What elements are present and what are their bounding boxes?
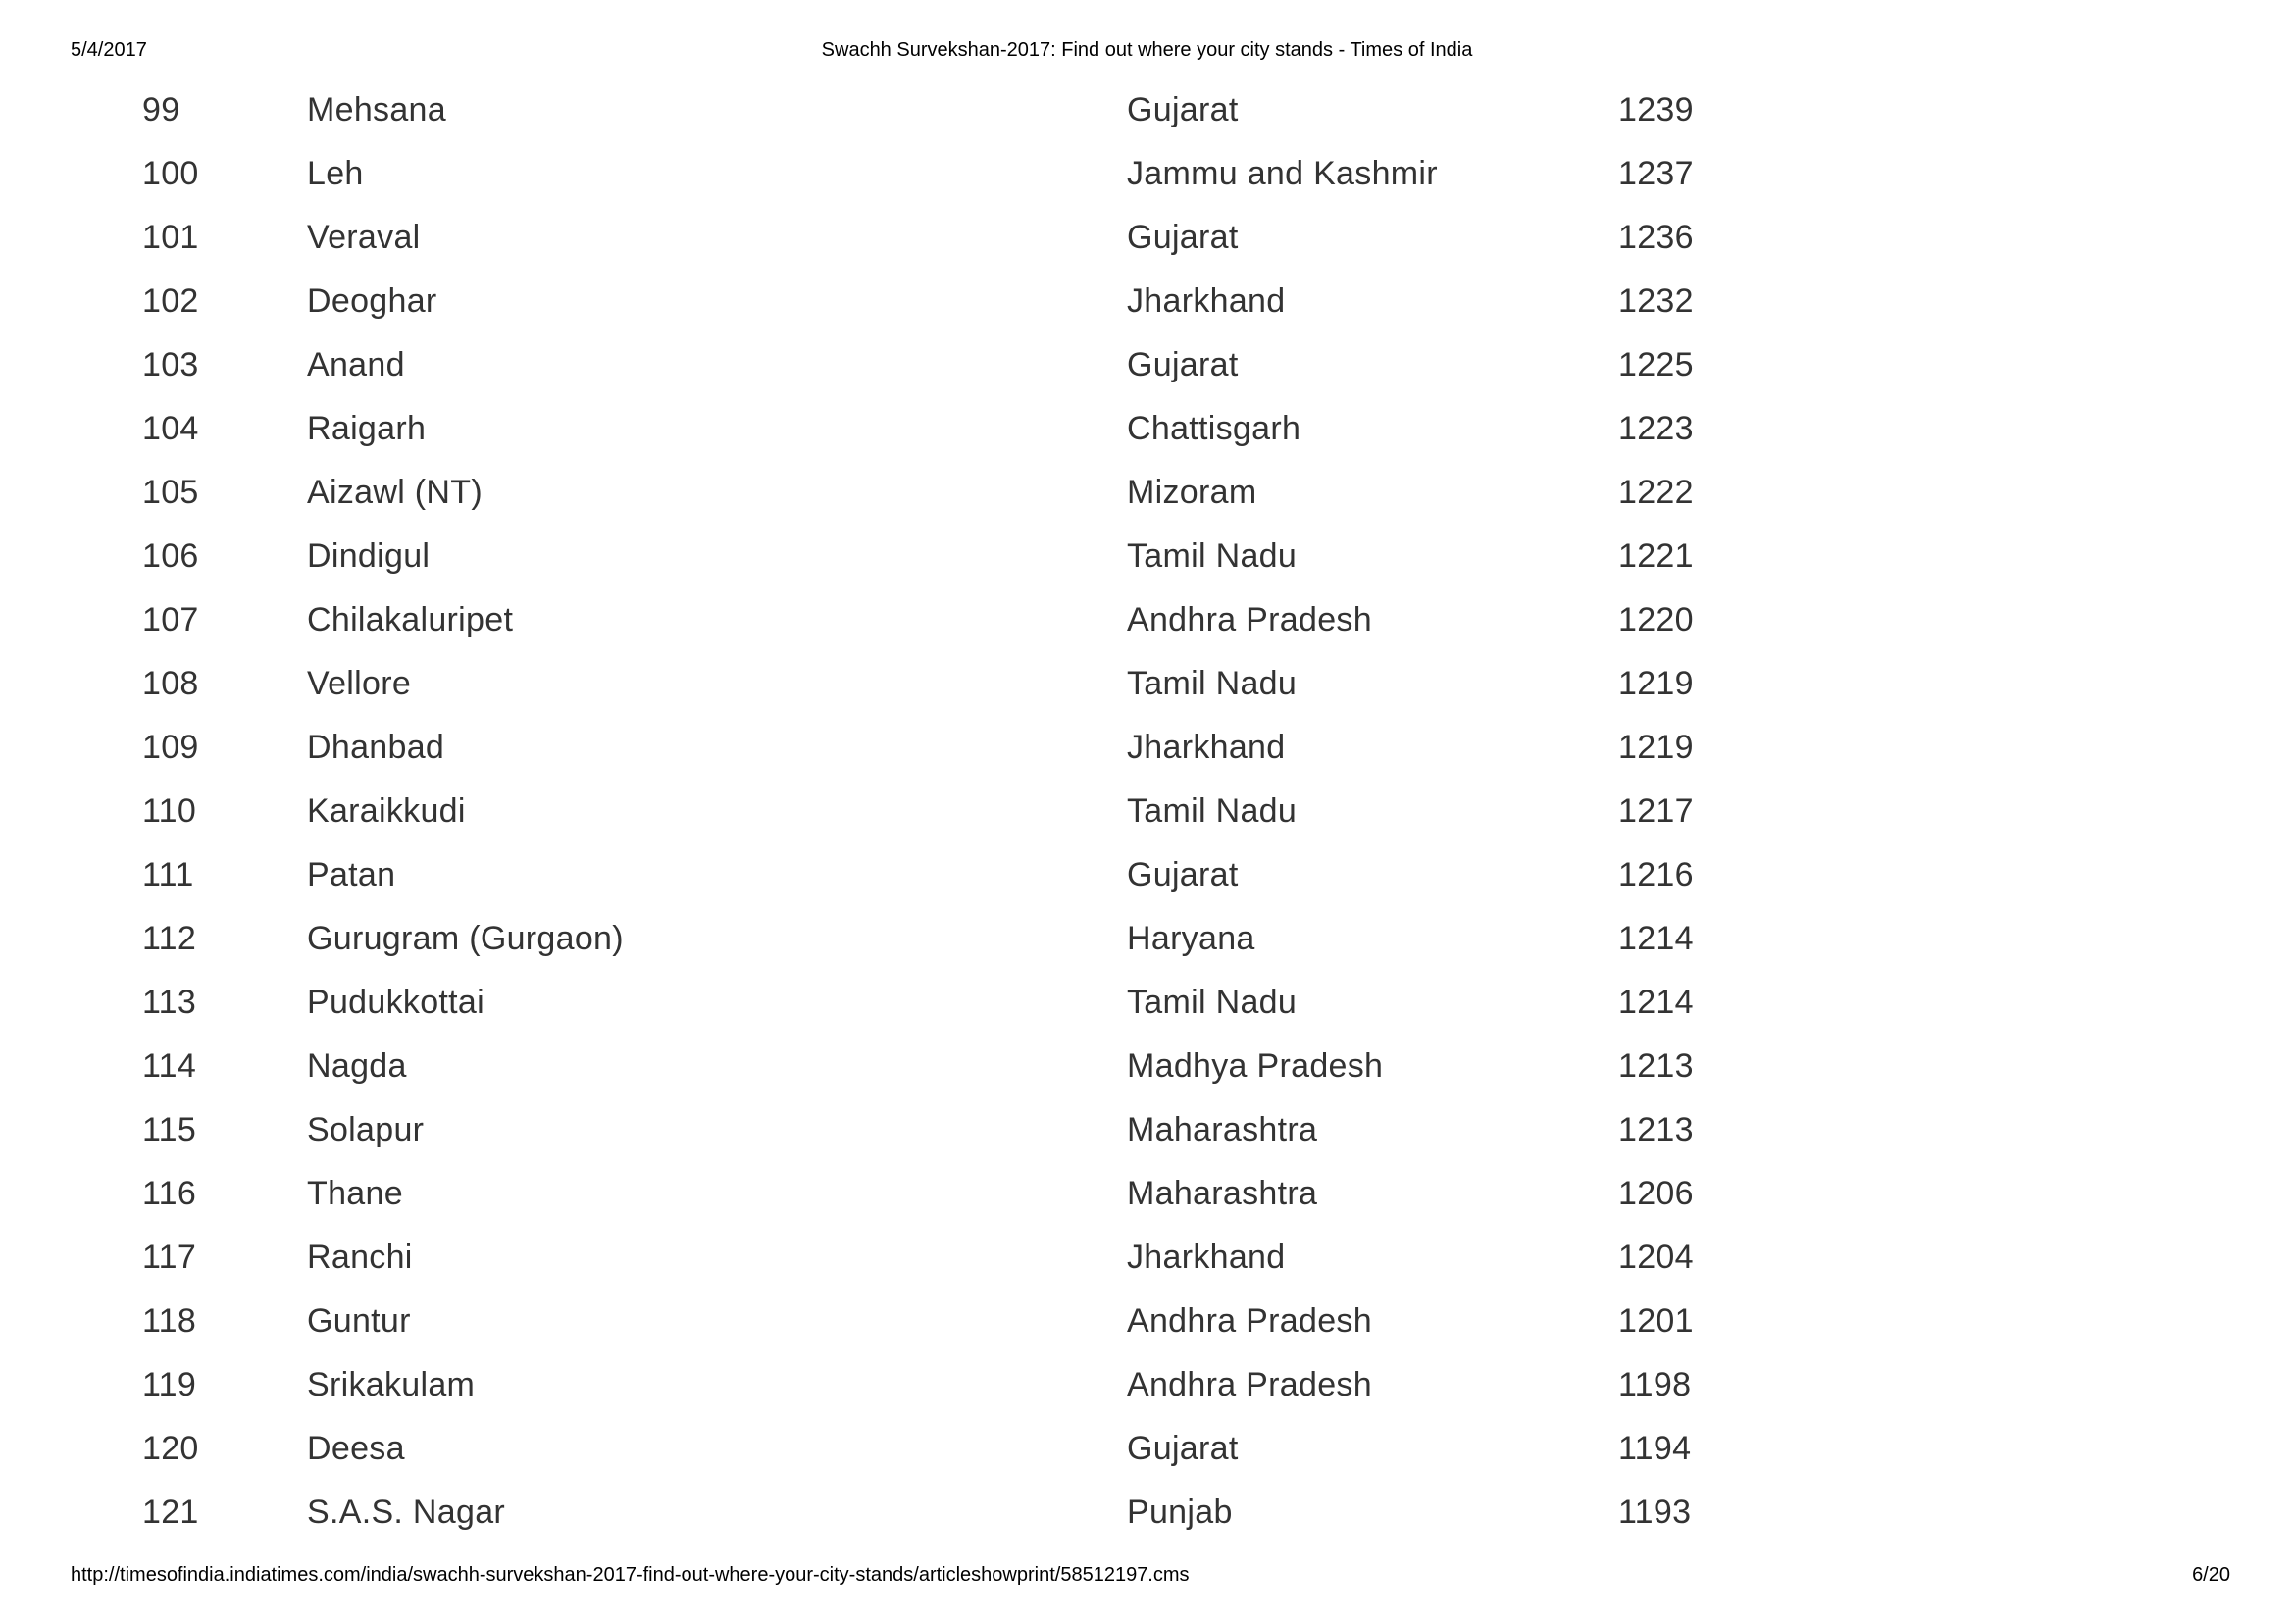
rank-cell: 117: [142, 1239, 197, 1276]
page-url: http://timesofindia.indiatimes.com/india/swachh-survekshan-2017-find-out-where-your-city-stands/articleshowprint/58512197.cms: [71, 1564, 1190, 1586]
score-cell: 1221: [1618, 537, 1694, 575]
state-cell: Mizoram: [1127, 474, 1257, 511]
rank-cell: 100: [142, 155, 199, 192]
state-cell: Gujarat: [1127, 346, 1239, 383]
score-cell: 1220: [1618, 601, 1694, 638]
rank-cell: 108: [142, 665, 199, 702]
score-cell: 1232: [1618, 282, 1694, 320]
city-cell: Anand: [307, 346, 405, 383]
score-cell: 1219: [1618, 665, 1694, 702]
table-row: [0, 1353, 2294, 1417]
ranking-table: [0, 78, 2294, 1545]
city-cell: Dindigul: [307, 537, 431, 575]
score-cell: 1214: [1618, 984, 1694, 1021]
page-number: 6/20: [2192, 1564, 2230, 1586]
print-header: [0, 39, 2294, 69]
score-cell: 1222: [1618, 474, 1694, 511]
table-row: [0, 206, 2294, 270]
score-cell: 1216: [1618, 856, 1694, 893]
score-cell: 1206: [1618, 1175, 1694, 1212]
rank-cell: 113: [142, 984, 197, 1021]
rank-cell: 107: [142, 601, 199, 638]
table-row: [0, 907, 2294, 971]
city-cell: Chilakaluripet: [307, 601, 514, 638]
city-cell: Dhanbad: [307, 729, 445, 766]
score-cell: 1213: [1618, 1111, 1694, 1148]
state-cell: Gujarat: [1127, 91, 1239, 128]
city-cell: Thane: [307, 1175, 403, 1212]
city-cell: Ranchi: [307, 1239, 413, 1276]
score-cell: 1214: [1618, 920, 1694, 957]
print-footer: [0, 1564, 2294, 1594]
city-cell: Srikakulam: [307, 1366, 476, 1403]
rank-cell: 105: [142, 474, 199, 511]
rank-cell: 104: [142, 410, 199, 447]
city-cell: Guntur: [307, 1302, 411, 1340]
state-cell: Maharashtra: [1127, 1175, 1318, 1212]
rank-cell: 110: [142, 792, 197, 830]
score-cell: 1225: [1618, 346, 1694, 383]
table-row: [0, 716, 2294, 780]
table-row: [0, 1226, 2294, 1290]
city-cell: Karaikkudi: [307, 792, 466, 830]
table-row: [0, 461, 2294, 525]
score-cell: 1217: [1618, 792, 1694, 830]
rank-cell: 109: [142, 729, 199, 766]
score-cell: 1193: [1618, 1494, 1692, 1531]
city-cell: Raigarh: [307, 410, 427, 447]
print-date: 5/4/2017: [71, 39, 147, 61]
score-cell: 1204: [1618, 1239, 1694, 1276]
rank-cell: 115: [142, 1111, 197, 1148]
city-cell: Solapur: [307, 1111, 425, 1148]
state-cell: Gujarat: [1127, 219, 1239, 256]
rank-cell: 119: [142, 1366, 197, 1403]
table-row: [0, 525, 2294, 588]
state-cell: Jharkhand: [1127, 729, 1286, 766]
city-cell: Nagda: [307, 1047, 407, 1085]
state-cell: Andhra Pradesh: [1127, 1366, 1372, 1403]
table-row: [0, 1481, 2294, 1545]
city-cell: Vellore: [307, 665, 412, 702]
state-cell: Gujarat: [1127, 1430, 1239, 1467]
rank-cell: 106: [142, 537, 199, 575]
city-cell: Mehsana: [307, 91, 446, 128]
rank-cell: 111: [142, 856, 194, 893]
score-cell: 1236: [1618, 219, 1694, 256]
table-row: [0, 397, 2294, 461]
table-row: [0, 1417, 2294, 1481]
score-cell: 1194: [1618, 1430, 1692, 1467]
state-cell: Tamil Nadu: [1127, 665, 1298, 702]
score-cell: 1201: [1618, 1302, 1694, 1340]
state-cell: Haryana: [1127, 920, 1255, 957]
rank-cell: 118: [142, 1302, 197, 1340]
state-cell: Punjab: [1127, 1494, 1233, 1531]
table-row: [0, 843, 2294, 907]
rank-cell: 120: [142, 1430, 199, 1467]
state-cell: Madhya Pradesh: [1127, 1047, 1384, 1085]
rank-cell: 103: [142, 346, 199, 383]
city-cell: Deoghar: [307, 282, 437, 320]
print-title: Swachh Survekshan-2017: Find out where your city stands - Times of India: [821, 39, 1473, 61]
state-cell: Tamil Nadu: [1127, 984, 1298, 1021]
table-row: [0, 142, 2294, 206]
state-cell: Andhra Pradesh: [1127, 1302, 1372, 1340]
state-cell: Chattisgarh: [1127, 410, 1301, 447]
table-row: [0, 1035, 2294, 1098]
rank-cell: 116: [142, 1175, 197, 1212]
city-cell: Patan: [307, 856, 396, 893]
rank-cell: 112: [142, 920, 197, 957]
table-row: [0, 780, 2294, 843]
rank-cell: 114: [142, 1047, 197, 1085]
table-row: [0, 588, 2294, 652]
score-cell: 1213: [1618, 1047, 1694, 1085]
city-cell: Gurugram (Gurgaon): [307, 920, 624, 957]
state-cell: Tamil Nadu: [1127, 537, 1298, 575]
state-cell: Jammu and Kashmir: [1127, 155, 1438, 192]
score-cell: 1198: [1618, 1366, 1692, 1403]
score-cell: 1219: [1618, 729, 1694, 766]
rank-cell: 99: [142, 91, 180, 128]
city-cell: Aizawl (NT): [307, 474, 483, 511]
table-row: [0, 1098, 2294, 1162]
state-cell: Andhra Pradesh: [1127, 601, 1372, 638]
score-cell: 1239: [1618, 91, 1694, 128]
rank-cell: 102: [142, 282, 199, 320]
table-row: [0, 270, 2294, 333]
state-cell: Jharkhand: [1127, 1239, 1286, 1276]
state-cell: Jharkhand: [1127, 282, 1286, 320]
table-row: [0, 1290, 2294, 1353]
score-cell: 1237: [1618, 155, 1694, 192]
table-row: [0, 652, 2294, 716]
table-row: [0, 333, 2294, 397]
table-row: [0, 1162, 2294, 1226]
state-cell: Tamil Nadu: [1127, 792, 1298, 830]
table-row: [0, 78, 2294, 142]
city-cell: Deesa: [307, 1430, 405, 1467]
city-cell: Pudukkottai: [307, 984, 484, 1021]
state-cell: Gujarat: [1127, 856, 1239, 893]
table-row: [0, 971, 2294, 1035]
rank-cell: 121: [142, 1494, 199, 1531]
city-cell: Veraval: [307, 219, 421, 256]
city-cell: S.A.S. Nagar: [307, 1494, 506, 1531]
city-cell: Leh: [307, 155, 364, 192]
state-cell: Maharashtra: [1127, 1111, 1318, 1148]
score-cell: 1223: [1618, 410, 1694, 447]
rank-cell: 101: [142, 219, 199, 256]
